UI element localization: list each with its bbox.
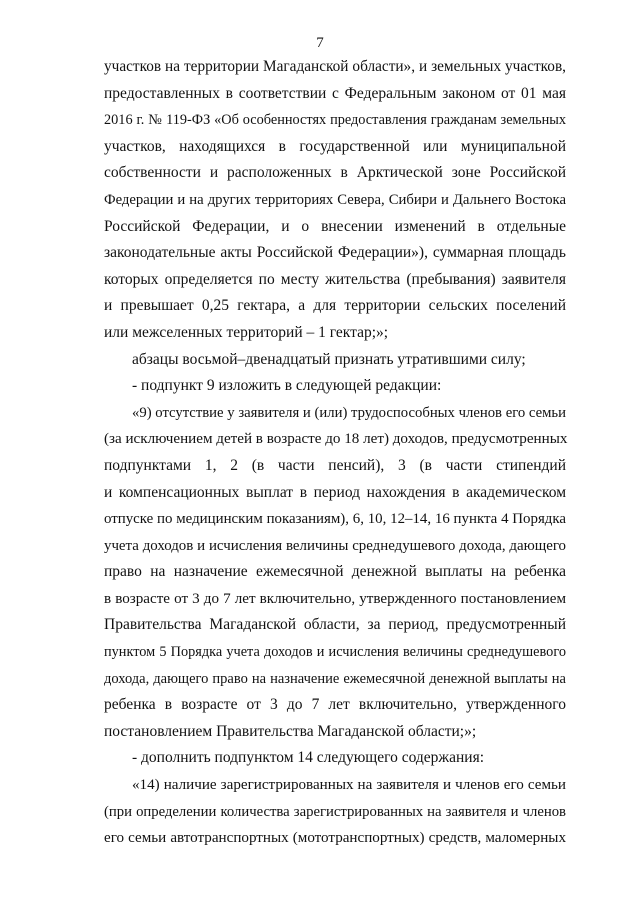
document-body bbox=[104, 54, 566, 852]
text-line: которых определяется по месту жительства (пребывания) заявителя bbox=[104, 270, 566, 288]
text-line: Федерации и на других территориях Севера, Сибири и Дальнего Востока bbox=[104, 191, 566, 208]
text-line: подпунктами 1, 2 (в части пенсий), 3 (в части стипендий bbox=[104, 456, 566, 474]
text-line: постановлением Правительства Магаданской области;»; bbox=[104, 722, 477, 740]
text-line: - подпункт 9 изложить в следующей редакции: bbox=[132, 377, 442, 395]
text-line: дохода, дающего право на назначение ежемесячной денежной выплаты на bbox=[104, 670, 566, 687]
text-line: - дополнить подпунктом 14 следующего содержания: bbox=[132, 749, 485, 767]
text-line: 2016 г. № 119-ФЗ «Об особенностях предоставления гражданам земельных bbox=[104, 112, 566, 129]
text-line: собственности и расположенных в Арктической зоне Российской bbox=[104, 164, 566, 182]
text-line: или межселенных территорий – 1 гектар;»; bbox=[104, 323, 389, 341]
text-line: Правительства Магаданской области, за период, предусмотренный bbox=[104, 616, 566, 634]
text-line: и превышает 0,25 гектара, а для территории сельских поселений bbox=[104, 297, 566, 315]
page-number: 7 bbox=[316, 35, 324, 51]
text-line: в возрасте от 3 до 7 лет включительно, утвержденного постановлением bbox=[104, 590, 566, 607]
text-line: отпуске по медицинским показаниям), 6, 10, 12–14, 16 пункта 4 Порядка bbox=[104, 511, 566, 528]
text-line: Российской Федерации, и о внесении изменений в отдельные bbox=[104, 217, 566, 235]
text-line: ребенка в возрасте от 3 до 7 лет включительно, утвержденного bbox=[104, 696, 566, 714]
text-line: право на назначение ежемесячной денежной выплаты на ребенка bbox=[104, 563, 566, 581]
text-line: абзацы восьмой–двенадцатый признать утратившими силу; bbox=[132, 350, 526, 368]
text-line: «14) наличие зарегистрированных на заявителя и членов его семьи bbox=[132, 777, 566, 794]
text-line: пунктом 5 Порядка учета доходов и исчисления величины среднедушевого bbox=[104, 644, 566, 661]
text-line: его семьи автотранспортных (мототранспортных) средств, маломерных bbox=[104, 830, 566, 847]
text-line: «9) отсутствие у заявителя и (или) трудоспособных членов его семьи bbox=[132, 404, 566, 421]
text-line: участков, находящихся в государственной или муниципальной bbox=[104, 137, 566, 155]
text-line: учета доходов и исчисления величины среднедушевого дохода, дающего bbox=[104, 537, 566, 554]
text-line: законодательные акты Российской Федерации»), суммарная площадь bbox=[104, 244, 566, 262]
text-line: (при определении количества зарегистрированных на заявителя и членов bbox=[104, 803, 566, 820]
text-line: участков на территории Магаданской области», и земельных участков, bbox=[104, 58, 566, 75]
text-line: и компенсационных выплат в период нахождения в академическом bbox=[104, 483, 566, 501]
text-line: (за исключением детей в возрасте до 18 лет) доходов, предусмотренных bbox=[104, 431, 568, 448]
text-line: предоставленных в соответствии с Федеральным законом от 01 мая bbox=[104, 84, 566, 102]
